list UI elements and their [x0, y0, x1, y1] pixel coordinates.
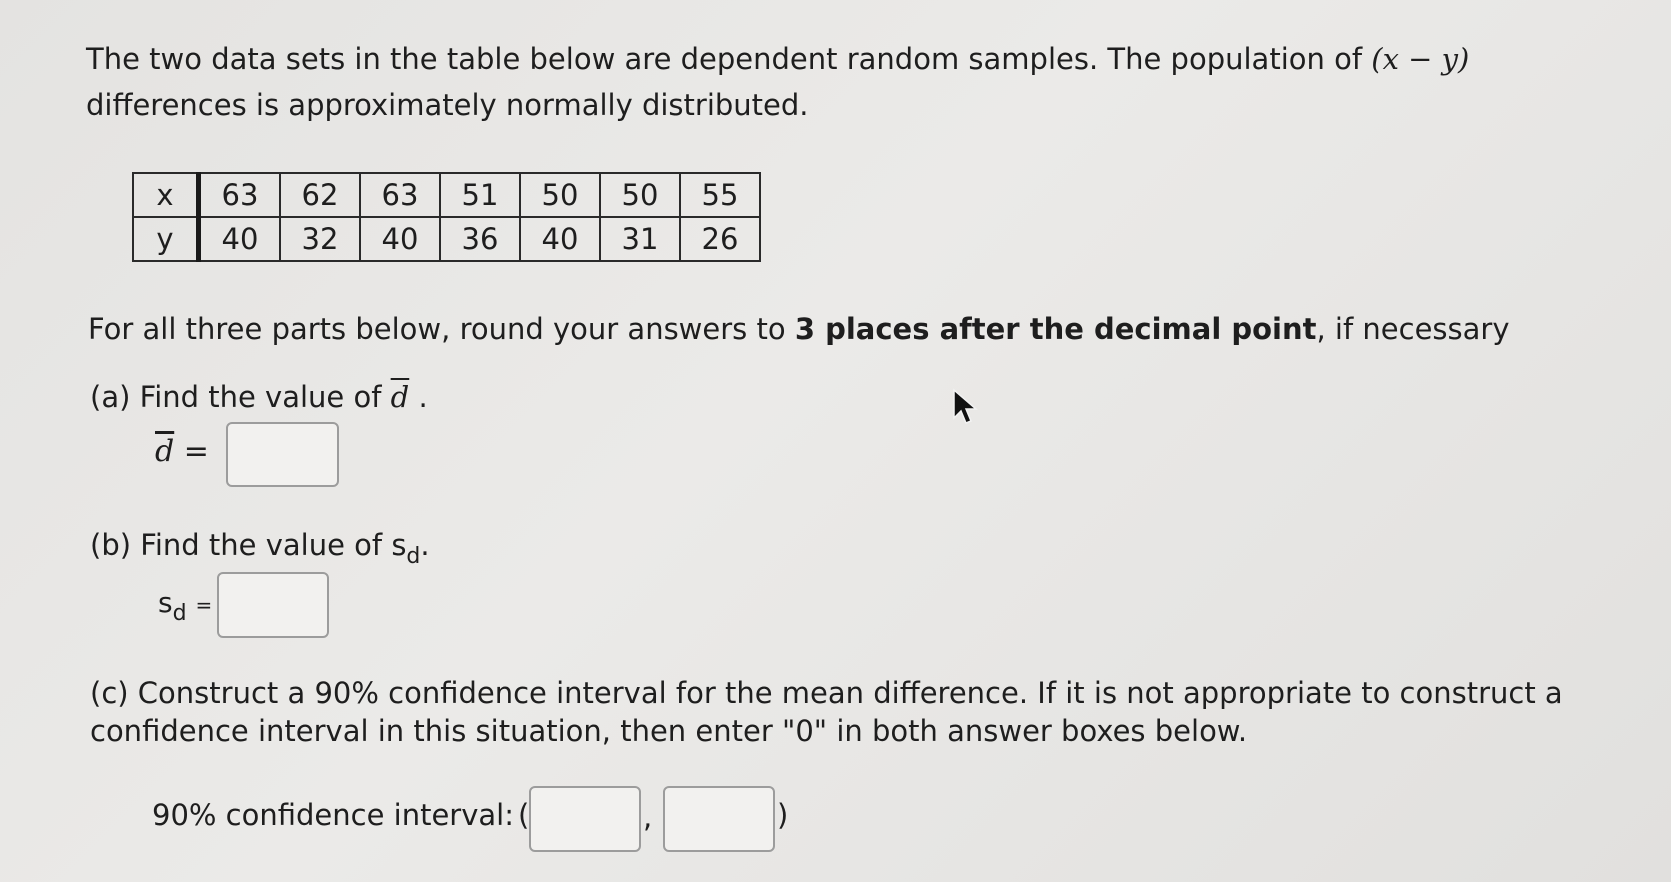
table-row-x [133, 173, 760, 217]
table-cell: 62 [280, 173, 360, 217]
row-header-x: x [133, 173, 199, 217]
sd-answer-input[interactable] [217, 572, 329, 638]
d-bar-answer-symbol: $\overline{d}$ [155, 434, 175, 469]
instructions-text-after: , if necessary [1316, 312, 1510, 346]
part-b-answer-label [158, 586, 213, 626]
row-header-y: y [133, 217, 199, 261]
intro-line-2: differences is approximately normally distributed. [86, 88, 809, 122]
part-a-prompt [90, 380, 428, 414]
instructions-bold: 3 places after the decimal point [794, 312, 1317, 346]
part-a-answer-label [155, 434, 209, 469]
instructions-text-before: For all three parts below, round your answers to [88, 312, 795, 346]
part-b-text: (b) Find the value of [90, 528, 383, 562]
part-b-prompt [90, 528, 430, 569]
table-cell: 40 [199, 217, 281, 261]
table-cell: 40 [360, 217, 440, 261]
interval-upper-input[interactable] [663, 786, 775, 852]
part-c-line-2: confidence interval in this situation, then enter "0" in both answer boxes below. [90, 714, 1248, 748]
table-cell: 32 [280, 217, 360, 261]
table-cell: 31 [600, 217, 680, 261]
intro-text: The two data sets in the table below are dependent random samples. The population of [86, 42, 1363, 76]
difference-expression: (x − y) [1371, 42, 1470, 76]
equals-sign: = [195, 593, 213, 617]
sd-answer-base: s [158, 586, 173, 619]
interval-open-paren: ( [518, 798, 530, 832]
mouse-cursor-icon [952, 388, 982, 428]
table-cell: 50 [520, 173, 600, 217]
part-c-line-1: (c) Construct a 90% confidence interval for the mean difference. If it is not appropriate to construct a [90, 676, 1563, 710]
part-a-text: (a) Find the value of [90, 380, 382, 414]
part-b-period: . [420, 528, 430, 562]
table-cell: 36 [440, 217, 520, 261]
sd-symbol [391, 528, 421, 569]
table-cell: 40 [520, 217, 600, 261]
table-cell: 63 [360, 173, 440, 217]
table-cell: 63 [199, 173, 281, 217]
interval-label: 90% confidence interval: [152, 798, 514, 832]
table-cell: 55 [680, 173, 760, 217]
table-cell: 51 [440, 173, 520, 217]
table-cell: 26 [680, 217, 760, 261]
sd-answer-subscript: d [172, 601, 187, 626]
question-intro [86, 36, 1546, 128]
intro-line-1 [86, 36, 1546, 82]
table-cell: 50 [600, 173, 680, 217]
rounding-instructions [88, 312, 1510, 346]
interval-close-paren: ) [777, 798, 789, 832]
sd-subscript: d [406, 544, 421, 569]
interval-lower-input[interactable] [529, 786, 641, 852]
data-table [132, 172, 761, 262]
table-row-y [133, 217, 760, 261]
d-bar-symbol: $\overline{d}$ [390, 380, 410, 414]
sd-base: s [391, 528, 407, 562]
interval-comma: , [643, 800, 653, 834]
equals-sign: = [183, 434, 209, 469]
d-bar-answer-input[interactable] [226, 422, 339, 487]
part-a-period: . [418, 380, 428, 414]
